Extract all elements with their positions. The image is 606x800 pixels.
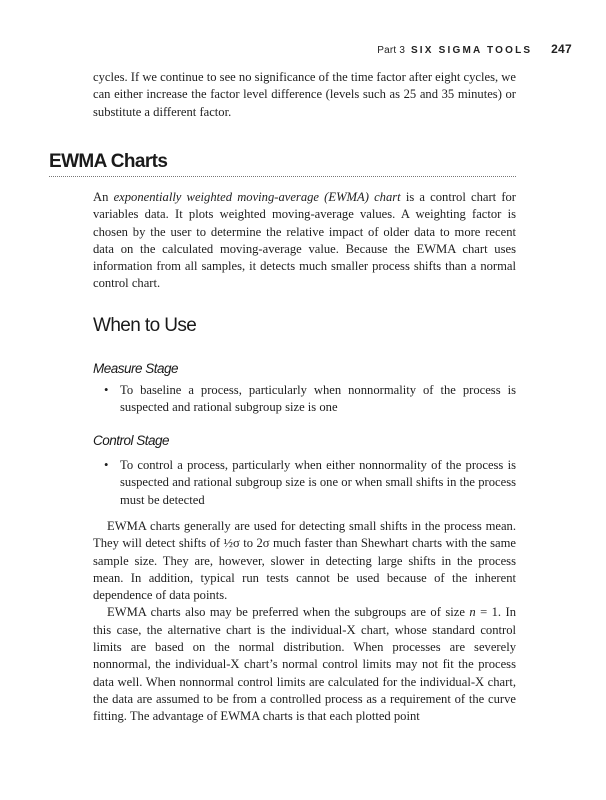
running-head-part: Part 3 xyxy=(377,45,406,56)
closing-block xyxy=(93,518,516,726)
running-head xyxy=(377,42,572,56)
list-item xyxy=(93,382,516,417)
definition-paragraph xyxy=(93,189,516,293)
intro-block xyxy=(93,69,516,121)
definition-lead: An xyxy=(93,190,114,204)
control-stage-list xyxy=(93,457,516,509)
measure-stage-heading: Measure Stage xyxy=(93,361,179,376)
intro-paragraph: cycles. If we continue to see no significance of the time factor after eight cycles, we can either increase the factor level difference (levels such as 25 and 35 minutes) or substitute a different factor. xyxy=(93,70,516,119)
list-item xyxy=(93,457,516,509)
subgroups-paragraph xyxy=(93,604,516,725)
definition-block xyxy=(93,189,516,293)
measure-stage-list-block xyxy=(93,382,516,417)
section-heading: EWMA Charts xyxy=(49,151,516,177)
control-stage-list-block xyxy=(93,457,516,509)
list-item-text: To control a process, particularly when either nonnormality of the process is suspected and rational subgroup size is one or when small shifts in the process must be detected xyxy=(120,458,516,507)
bullet-icon: • xyxy=(104,458,109,472)
bullet-icon: • xyxy=(104,383,109,397)
small-shifts-paragraph: EWMA charts generally are used for detecting small shifts in the process mean. They will detect shifts of ½σ to 2σ much faster than Shewhart charts with the same sample size. They are, however, slower in detecting large shifts in the process mean. In addition, typical run tests cannot be used because of the inherent dependence of data points. xyxy=(93,519,516,603)
measure-stage-list xyxy=(93,382,516,417)
when-to-use-heading: When to Use xyxy=(93,315,197,336)
running-head-section: SIX SIGMA TOOLS xyxy=(410,45,533,56)
subgroups-before-n: EWMA charts also may be preferred when the subgroups are of size xyxy=(107,605,470,620)
subgroups-after-n: = 1. In this case, the alternative chart is the individual-X chart, whose standard control limits are based on the normal distribution. When processes are severely nonnormal, the individual-X chart’s normal control limits may not fit the process data well. When nonnormal control limits are calculated for the individual-X chart, the data are assumed to be from a controlled process as a requirement of the curve fitting. The advantage of EWMA charts is that each plotted point xyxy=(93,605,517,724)
control-stage-heading: Control Stage xyxy=(93,433,170,448)
definition-rest: is a control chart for variables data. It plots weighted moving-average values. A weighting factor is chosen by the user to determine the relative impact of older data to more recent data on the calculated moving-average value. Because the EWMA chart uses information from all samples, it detects much smaller process shifts than a normal control chart. xyxy=(93,190,516,291)
subgroups-n: n xyxy=(469,605,476,620)
list-item-text: To baseline a process, particularly when nonnormality of the process is suspected and rational subgroup size is one xyxy=(120,383,516,415)
page-number: 247 xyxy=(551,42,572,56)
definition-term: exponentially weighted moving-average (EWMA) chart xyxy=(113,190,401,204)
